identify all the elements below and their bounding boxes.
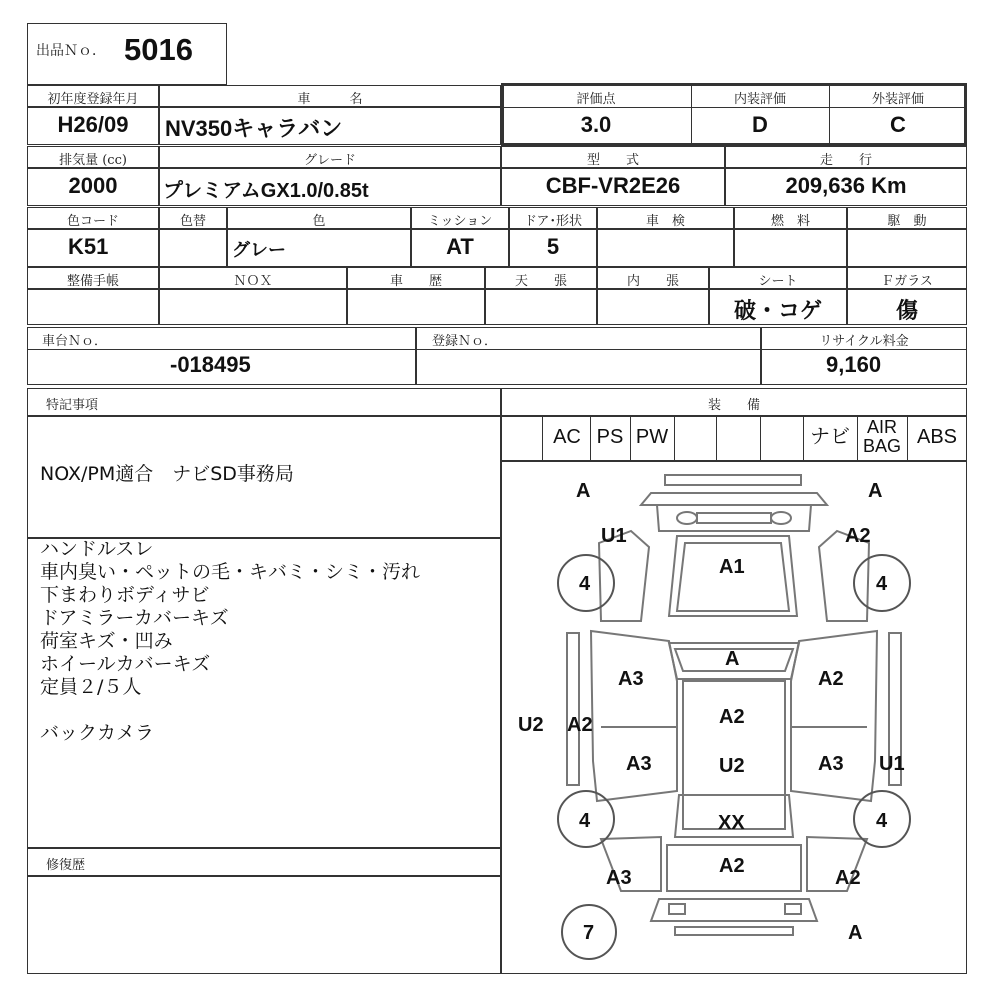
code-tire-fr: 4 [876, 573, 888, 595]
car-name-value: NV350キャラバン [165, 116, 343, 141]
inner-lining-label: 内 張 [626, 274, 679, 289]
reg-date-label: 初年度登録年月 [47, 92, 139, 107]
equip-navi: ナビ [810, 426, 850, 448]
repair-label: 修復歴 [46, 858, 86, 873]
code-door-left: A2 [567, 714, 593, 736]
equip-airbag: AIR BAG [862, 417, 901, 456]
interior-label: 内装評価 [733, 92, 786, 107]
door-value: 5 [546, 234, 560, 259]
equip-ps: PS [596, 426, 624, 448]
code-rear-right: A3 [818, 753, 844, 775]
mission-label: ミッション [427, 214, 493, 229]
remarks-line1: NOX/PM適合 ナビSD事務局 [40, 463, 294, 485]
fuel-label: 燃 料 [770, 214, 810, 229]
code-rear-glass: XX [718, 812, 745, 834]
equip-ac: AC [553, 426, 581, 448]
seat-label: シート [758, 274, 798, 289]
remarks-label: 特記事項 [46, 398, 99, 413]
code-fender-left-front: U1 [601, 525, 627, 547]
code-roof-rear: U2 [719, 755, 745, 777]
grade-label: グレード [303, 153, 356, 168]
grade-value: プレミアムGX1.0/0.85t [163, 180, 369, 202]
maintenance-label: 整備手帳 [66, 274, 119, 289]
code-door-left-outer: U2 [518, 714, 544, 736]
code-spare: 7 [583, 922, 595, 944]
mission-value: AT [446, 234, 474, 259]
chassis-label: 車台Ｎｏ． [42, 334, 108, 349]
front-glass-value: 傷 [895, 298, 918, 323]
roof-lining-label: 天 張 [514, 274, 567, 289]
chassis-value: -018495 [170, 352, 251, 377]
displacement-value: 2000 [68, 173, 118, 198]
car-name-label: 車 名 [297, 92, 363, 107]
code-front-bumper-left: A [576, 480, 591, 502]
remarks-header [27, 388, 501, 416]
inspection-label: 車 検 [645, 214, 685, 229]
code-tire-fl: 4 [579, 573, 591, 595]
equip-abs: ABS [916, 426, 958, 448]
reg-no-label: 登録Ｎｏ． [432, 334, 498, 349]
interior-value: D [752, 112, 768, 137]
color-code-label: 色コード [66, 214, 119, 229]
repair-header [27, 848, 501, 876]
recolor-label: 色替 [179, 214, 206, 229]
code-windshield: A [725, 648, 740, 670]
score-label: 評価点 [576, 92, 616, 107]
code-rear-bumper: A [848, 922, 863, 944]
color-value: グレー [232, 240, 286, 260]
remarks-lines: ハンドルスレ 車内臭い・ペットの毛・キバミ・シミ・汚れ 下まわりボディサビ ドアミラーカバーキズ 荷室キズ・凹み ホイールカバーキズ 定員２/５人 バックカメラ [40, 538, 421, 744]
code-back-door: A2 [719, 855, 745, 877]
code-quarter-right: A2 [835, 867, 861, 889]
code-roof: A2 [719, 706, 745, 728]
code-tire-rl: 4 [579, 810, 591, 832]
code-front-bumper-right: A [868, 480, 883, 502]
equipment-label: 装 備 [707, 398, 760, 413]
repair-box [27, 876, 501, 974]
equip-pw: PW [635, 426, 669, 448]
code-tire-rr: 4 [876, 810, 888, 832]
history-label: 車 歴 [389, 274, 442, 289]
code-quarter-left: A3 [606, 867, 632, 889]
code-door-right-outer: U1 [879, 753, 905, 775]
code-hood: A1 [719, 556, 745, 578]
model-value: CBF-VR2E26 [545, 173, 681, 198]
code-pillar-left: A3 [618, 668, 644, 690]
lot-number: 5016 [124, 32, 193, 67]
front-glass-label: Ｆガラス [881, 274, 933, 289]
score-value: 3.0 [580, 112, 612, 137]
seat-value: 破・コゲ [733, 298, 822, 323]
code-pillar-right: A2 [818, 668, 844, 690]
recycle-label: リサイクル料金 [819, 334, 909, 349]
code-rear-left: A3 [626, 753, 652, 775]
code-fender-right-front: A2 [845, 525, 871, 547]
exterior-value: C [890, 112, 906, 137]
door-label: ドア･形状 [523, 214, 583, 229]
displacement-label: 排気量 (cc) [59, 153, 127, 168]
lot-label: 出品Ｎｏ． [36, 43, 106, 59]
reg-date-value: H26/09 [57, 112, 129, 137]
color-label: 色 [312, 214, 326, 229]
exterior-label: 外装評価 [871, 92, 924, 107]
recycle-value: 9,160 [826, 352, 882, 377]
model-label: 型 式 [586, 153, 639, 168]
color-code-value: K51 [68, 234, 109, 259]
mileage-value: 209,636 Km [785, 173, 907, 198]
mileage-label: 走 行 [819, 153, 872, 168]
drive-label: 駆 動 [887, 214, 927, 229]
nox-label: ＮＯＸ [233, 274, 273, 289]
